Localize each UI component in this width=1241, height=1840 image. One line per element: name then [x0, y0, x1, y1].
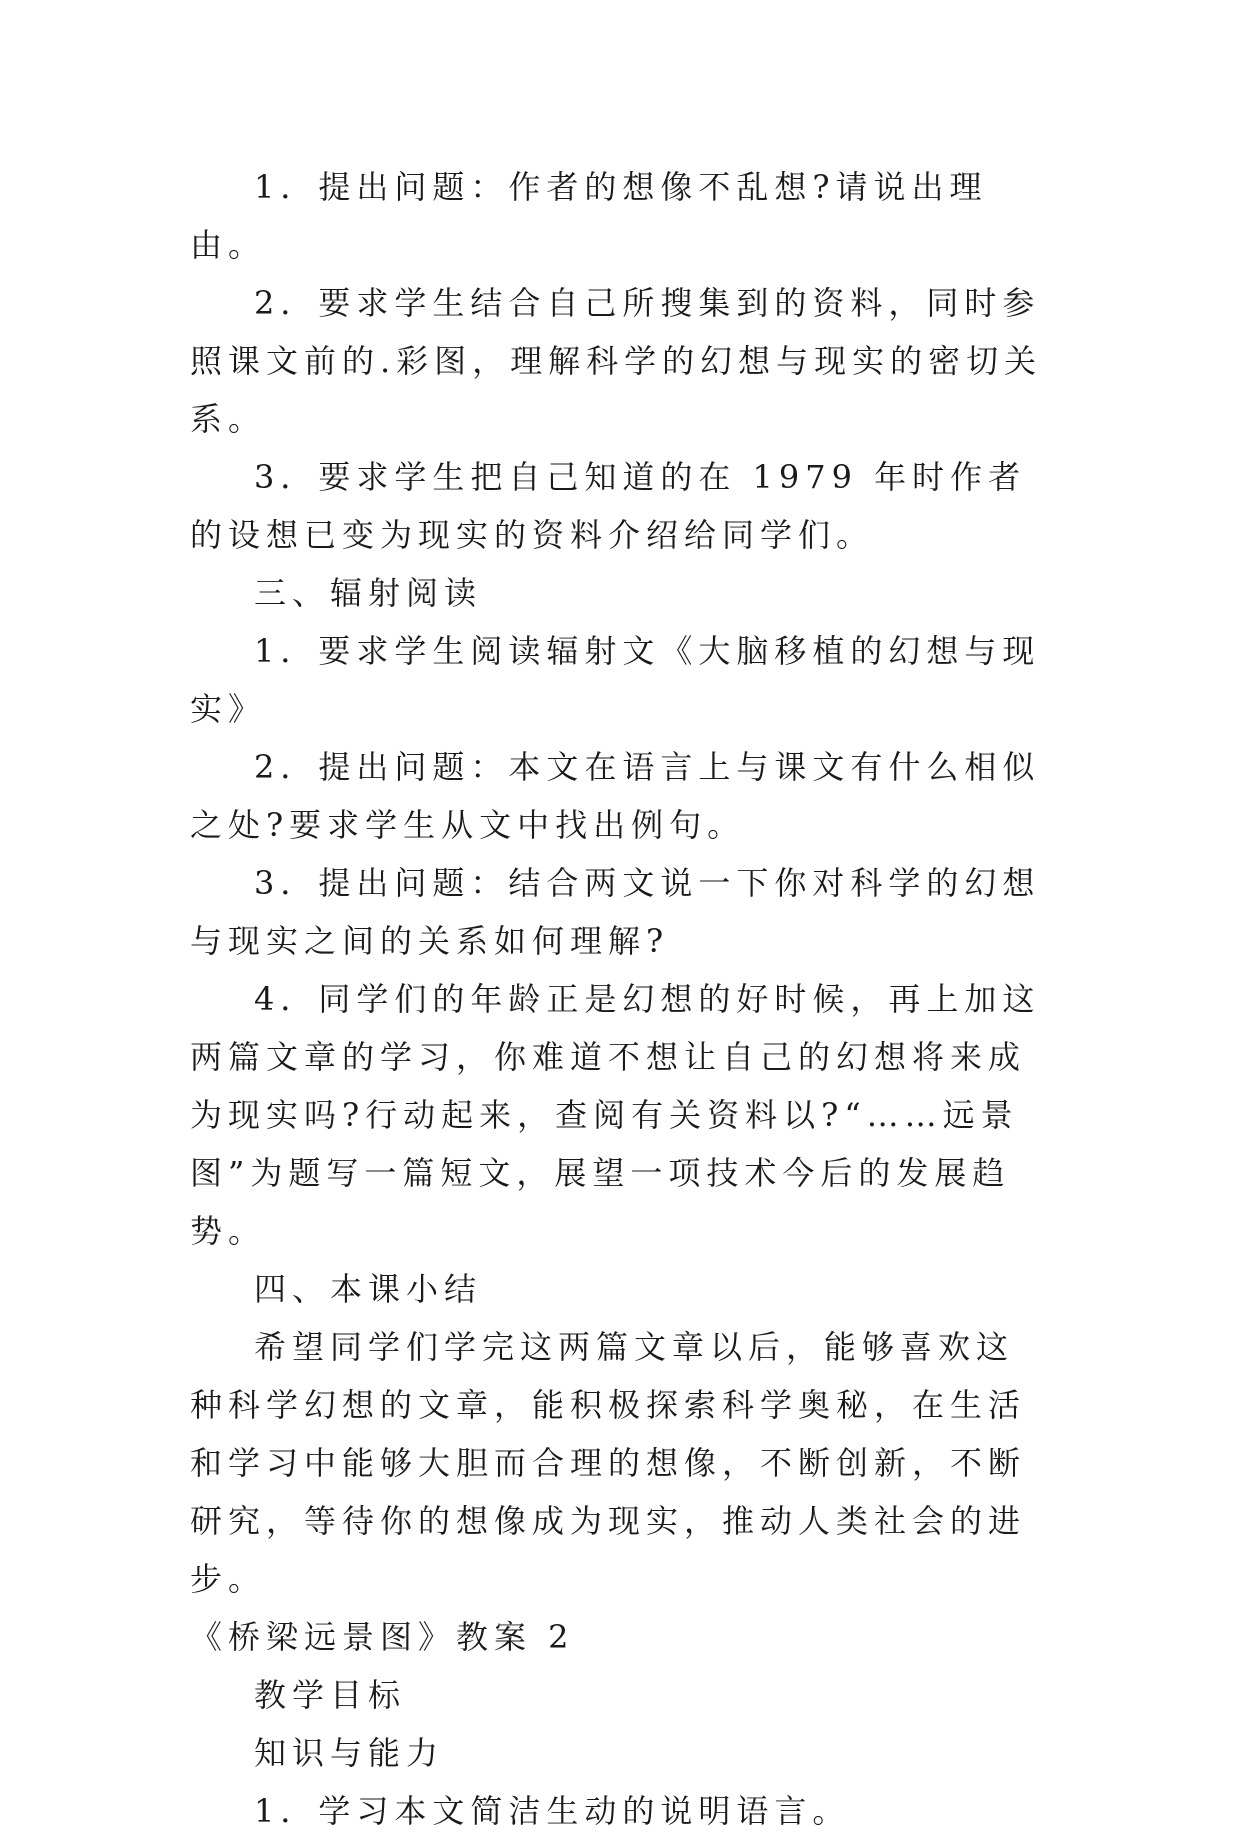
document-body — [190, 158, 1050, 1840]
section-heading-lesson-summary: 四、本课小结 — [254, 1270, 483, 1308]
section-heading-radiation-reading: 三、辐射阅读 — [254, 574, 483, 612]
paragraph-summary: 希望同学们学完这两篇文章以后，能够喜欢这种科学幻想的文章，能积极探索科学奥秘，在生活和学习中能够大胆而合理的想像，不断创新，不断研究，等待你的想像成为现实，推动人类社会的进步。 — [190, 1328, 1027, 1598]
paragraph-1979-realized-ideas: 3．要求学生把自己知道的在 1979 年时作者的设想已变为现实的资料介绍给同学们。 — [190, 458, 1027, 554]
document-title-lesson-plan-2: 《桥梁远景图》教案 2 — [190, 1618, 575, 1656]
paragraph-read-radiation-text: 1．要求学生阅读辐射文《大脑移植的幻想与现实》 — [190, 632, 1041, 728]
paragraph-fantasy-reality-relation: 3．提出问题：结合两文说一下你对科学的幻想与现实之间的关系如何理解? — [190, 864, 1041, 960]
paragraph-language-similarity: 2．提出问题：本文在语言上与课文有什么相似之处?要求学生从文中找出例句。 — [190, 748, 1041, 844]
paragraph-materials-and-pictures: 2．要求学生结合自己所搜集到的资料，同时参照课文前的.彩图，理解科学的幻想与现实的密切关系。 — [190, 284, 1043, 438]
paragraph-question-imagination: 1．提出问题：作者的想像不乱想?请说出理由。 — [190, 168, 988, 264]
subheading-knowledge-and-ability: 知识与能力 — [254, 1734, 445, 1772]
paragraph-learn-language: 1．学习本文简洁生动的说明语言。 — [254, 1792, 851, 1830]
section-heading-teaching-goals: 教学目标 — [254, 1676, 407, 1714]
paragraph-writing-assignment: 4．同学们的年龄正是幻想的好时候，再上加这两篇文章的学习，你难道不想让自己的幻想将来成为现实吗?行动起来，查阅有关资料以?“……远景图”为题写一篇短文，展望一项技术今后的发展趋势。 — [190, 980, 1041, 1250]
